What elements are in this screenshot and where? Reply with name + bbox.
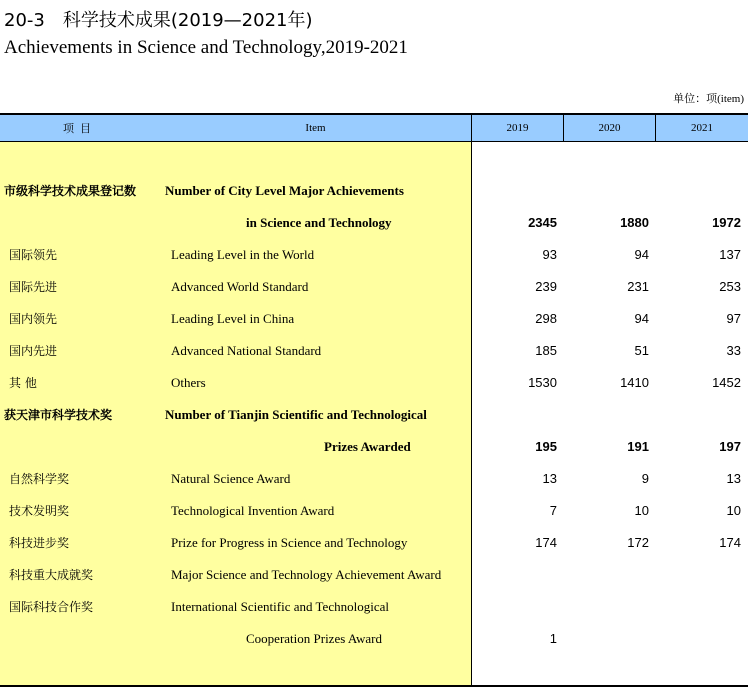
row-label-cn: 国际先进 — [9, 280, 58, 294]
row-label-en: Advanced National Standard — [171, 343, 322, 358]
unit-label-en: (item) — [717, 93, 744, 105]
cell-2020: 231 — [627, 279, 649, 294]
row-label-en: Number of Tianjin Scientific and Technological — [165, 407, 427, 422]
table-title-english: Achievements in Science and Technology,2019-2021 — [4, 37, 408, 58]
cell-2019: 195 — [535, 439, 557, 454]
cell-2021: 1452 — [712, 375, 741, 390]
table-row — [0, 565, 748, 585]
row-label-en: Advanced World Standard — [171, 279, 309, 294]
row-label-en: Number of City Level Major Achievements — [165, 183, 404, 198]
table-header — [0, 113, 748, 142]
cell-2020: 1410 — [620, 375, 649, 390]
table-row — [0, 245, 748, 265]
table-row — [0, 533, 748, 553]
cell-2020: 172 — [627, 535, 649, 550]
header-year-2020: 2020 — [564, 115, 656, 141]
cell-2019: 174 — [535, 535, 557, 550]
row-label-cn: 市级科学技术成果登记数 — [4, 184, 137, 198]
cell-2020: 10 — [634, 503, 649, 518]
row-label-cn: 科技进步奖 — [9, 536, 70, 550]
row-label-cn: 科技重大成就奖 — [9, 568, 94, 582]
table-row — [0, 469, 748, 489]
cell-2019: 13 — [542, 471, 557, 486]
table-title-chinese: 20-3 科学技术成果(2019—2021年) — [4, 10, 313, 31]
row-label-cn: 其 他 — [9, 376, 37, 390]
row-label-cn: 技术发明奖 — [9, 504, 70, 518]
cell-2019: 239 — [535, 279, 557, 294]
unit-label — [673, 90, 744, 106]
row-label-cn: 国内领先 — [9, 312, 58, 326]
row-label-en: Natural Science Award — [171, 471, 291, 486]
cell-2021: 13 — [726, 471, 741, 486]
row-label-en: International Scientific and Technological — [171, 599, 389, 614]
cell-2021: 97 — [726, 311, 741, 326]
cell-2021: 10 — [726, 503, 741, 518]
table-row-city-achievements-total — [0, 213, 748, 233]
cell-2021: 1972 — [712, 215, 741, 230]
row-label-cn: 自然科学奖 — [9, 472, 70, 486]
row-label-en: in Science and Technology — [246, 215, 392, 230]
table-row — [0, 309, 748, 329]
table-row-city-achievements — [0, 181, 748, 201]
cell-2019: 185 — [535, 343, 557, 358]
table-row-tianjin-prizes — [0, 405, 748, 425]
row-label-en: Others — [171, 375, 206, 390]
table-row — [0, 277, 748, 297]
cell-2019: 2345 — [528, 215, 557, 230]
row-label-en: Leading Level in the World — [171, 247, 315, 262]
cell-2021: 197 — [719, 439, 741, 454]
cell-2021: 137 — [719, 247, 741, 262]
cell-2019: 1530 — [528, 375, 557, 390]
header-year-2019: 2019 — [472, 115, 564, 141]
row-label-cn: 获天津市科学技术奖 — [4, 408, 113, 422]
cell-2020: 94 — [634, 247, 649, 262]
cell-2021: 33 — [726, 343, 741, 358]
unit-label-cn: 单位：项 — [673, 92, 718, 105]
cell-2020: 94 — [634, 311, 649, 326]
cell-2021: 253 — [719, 279, 741, 294]
header-year-2021: 2021 — [691, 122, 713, 134]
table-row-tianjin-prizes-total — [0, 437, 748, 457]
cell-2019: 93 — [542, 247, 557, 262]
header-item: Item — [160, 115, 472, 141]
row-label-en: Leading Level in China — [171, 311, 295, 326]
header-xiangmu: 项目 — [63, 122, 97, 135]
cell-2020: 1880 — [620, 215, 649, 230]
cell-2020: 9 — [641, 471, 649, 486]
row-label-cn: 国际领先 — [9, 248, 58, 262]
row-label-en: Technological Invention Award — [171, 503, 335, 518]
row-label-en: Prize for Progress in Science and Technology — [171, 535, 408, 550]
table-row — [0, 501, 748, 521]
table-row — [0, 629, 748, 649]
row-label-en: Major Science and Technology Achievement Award — [171, 567, 442, 582]
row-label-cn: 国内先进 — [9, 344, 58, 358]
cell-2019: 7 — [549, 503, 557, 518]
row-label-cn: 国际科技合作奖 — [9, 600, 94, 614]
cell-2020: 51 — [634, 343, 649, 358]
cell-2019: 298 — [535, 311, 557, 326]
row-label-en: Prizes Awarded — [324, 439, 411, 454]
row-label-en: Cooperation Prizes Award — [246, 631, 382, 646]
cell-2020: 191 — [627, 439, 649, 454]
table-row — [0, 597, 748, 617]
table-row — [0, 341, 748, 361]
cell-2021: 174 — [719, 535, 741, 550]
cell-2019: 1 — [549, 631, 557, 646]
table-row — [0, 373, 748, 393]
